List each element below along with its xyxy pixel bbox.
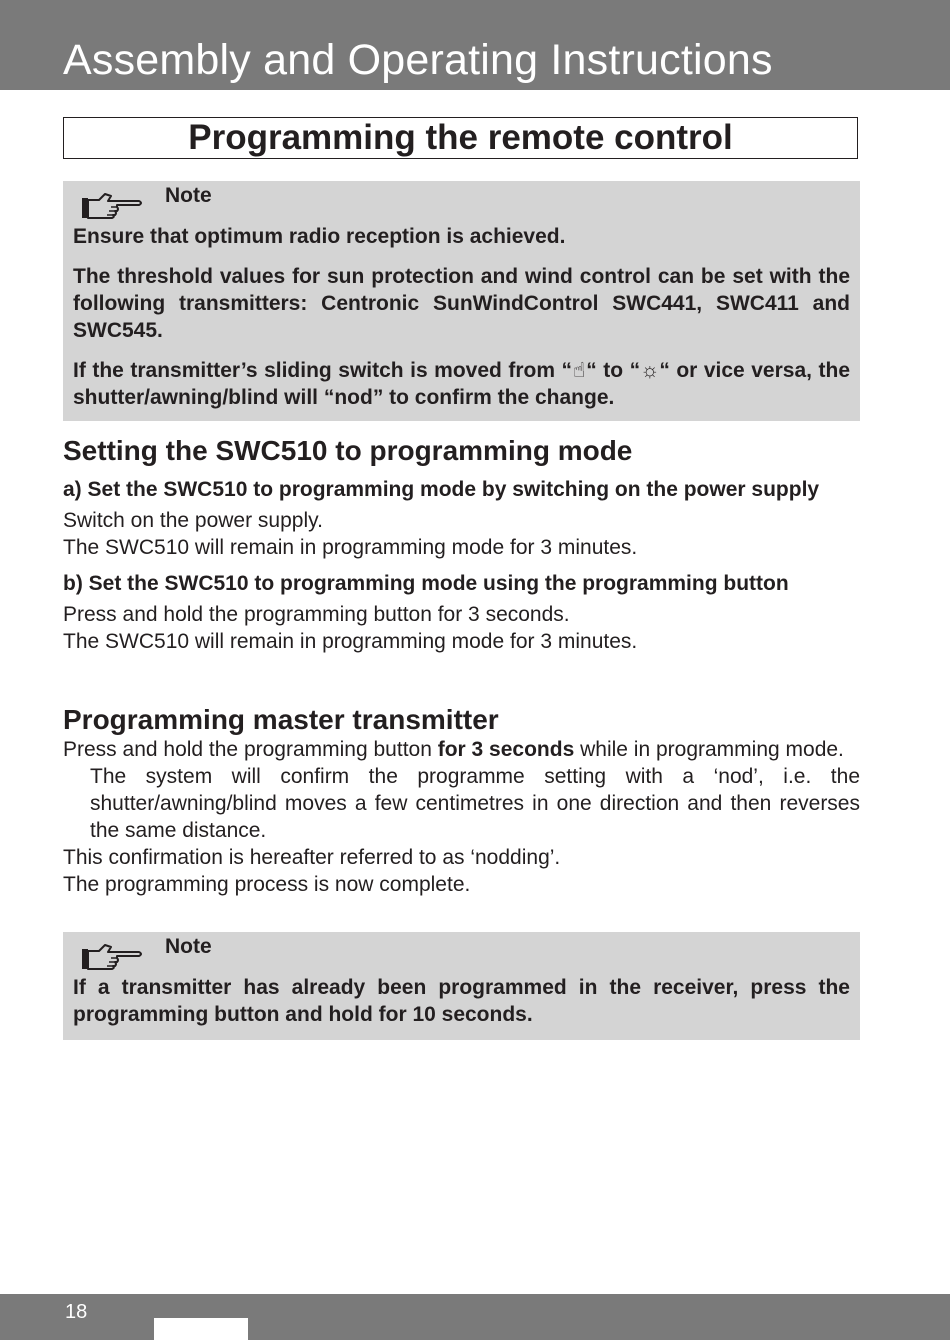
setting-heading: Setting the SWC510 to programming mode <box>63 435 633 466</box>
body-text: Press and hold the programming button for 3 seconds. <box>63 603 570 626</box>
body-text: The programming process is now complete. <box>63 873 471 896</box>
note-text: Ensure that optimum radio reception is achieved. <box>73 225 566 248</box>
footer-tab <box>154 1318 248 1340</box>
subheading-a: a) Set the SWC510 to programming mode by switching on the power supply <box>63 478 820 501</box>
hand-symbol-icon: ☝ <box>572 359 587 382</box>
pointing-hand-icon <box>81 186 145 220</box>
pointing-hand-icon <box>81 937 145 971</box>
page-header-title: Assembly and Operating Instructions <box>63 36 773 84</box>
body-text: Press and hold the programming button for 3 seconds while in programming mode. <box>63 738 844 761</box>
subheading-b: b) Set the SWC510 to programming mode using the programming button <box>63 572 789 595</box>
master-heading: Programming master transmitter <box>63 704 499 735</box>
body-text-indented: The system will confirm the programme setting with a ‘nod’, i.e. the shutter/awning/blind moves a few centimetres in one direction and then reverses the same distance. <box>90 765 860 842</box>
note-box-2 <box>63 932 860 1040</box>
body-text: This confirmation is hereafter referred to as ‘nodding’. <box>63 846 561 869</box>
sun-symbol-icon: ☼ <box>640 359 660 382</box>
body-text: Switch on the power supply. <box>63 509 323 532</box>
body-text: The SWC510 will remain in programming mode for 3 minutes. <box>63 536 638 559</box>
footer-band <box>0 1294 950 1340</box>
note-label: Note <box>165 184 212 207</box>
setting-section <box>63 435 860 655</box>
note-text: The threshold values for sun protection and wind control can be set with the following transmitters: Centronic SunWindControl SWC441, SWC411 and SWC545. <box>73 265 850 342</box>
page-number: 18 <box>65 1301 88 1323</box>
note-box-1 <box>63 181 860 421</box>
body-text: The SWC510 will remain in programming mode for 3 minutes. <box>63 630 638 653</box>
note-text: If the transmitter’s sliding switch is moved from “☝“ to “☼“ or vice versa, the shutter/awning/blind will “nod” to confirm the change. <box>73 359 850 409</box>
master-section <box>63 704 860 898</box>
note-label: Note <box>165 935 212 958</box>
note-text: If a transmitter has already been programmed in the receiver, press the programming button and hold for 10 seconds. <box>73 976 850 1026</box>
section-title: Programming the remote control <box>63 117 858 159</box>
